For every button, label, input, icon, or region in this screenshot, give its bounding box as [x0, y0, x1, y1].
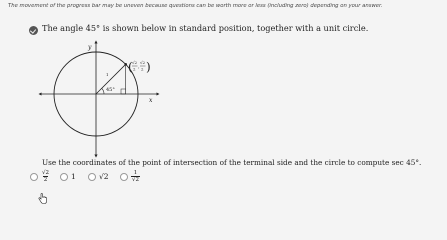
point-x-num: √2: [132, 60, 138, 65]
radio-button[interactable]: [60, 173, 68, 181]
point-paren-right: ): [146, 60, 151, 74]
question-instruction: Use the coordinates of the point of intersection of the terminal side and the circle to compute sec 45°.: [42, 158, 422, 167]
choice-denominator: √2: [132, 177, 140, 183]
choice-numerator: √2: [42, 170, 50, 176]
progress-notice: The movement of the progress bar may be uneven because questions can be worth more or less (including zero) depending on your answer.: [8, 3, 383, 9]
question-prompt: The angle 45° is shown below in standard position, together with a unit circle.: [42, 23, 369, 33]
y-axis-label: y: [88, 44, 92, 51]
angle-label: 45°: [106, 87, 115, 93]
unit-label: 1: [106, 72, 109, 77]
angle-arc: [102, 88, 104, 94]
x-axis-label: x: [149, 97, 153, 104]
right-angle-mark: [121, 89, 126, 94]
unit-circle-figure: [40, 40, 160, 158]
point-paren-left: (: [128, 60, 133, 74]
point-y-den: 2: [141, 66, 144, 72]
radio-button[interactable]: [30, 173, 38, 181]
hand-pointer-icon: [38, 189, 47, 208]
radio-button[interactable]: [120, 173, 128, 181]
choice-numerator: 1: [133, 170, 138, 176]
choice-label: √2: [99, 172, 109, 181]
checkmark-icon: [29, 26, 38, 35]
radio-button[interactable]: [88, 173, 96, 181]
point-y-num: √2: [140, 60, 146, 65]
point-x-den: 2: [133, 66, 136, 72]
point-comma: ,: [138, 64, 140, 70]
choice-label: 1: [71, 172, 76, 181]
choice-denominator: 2: [43, 177, 48, 183]
